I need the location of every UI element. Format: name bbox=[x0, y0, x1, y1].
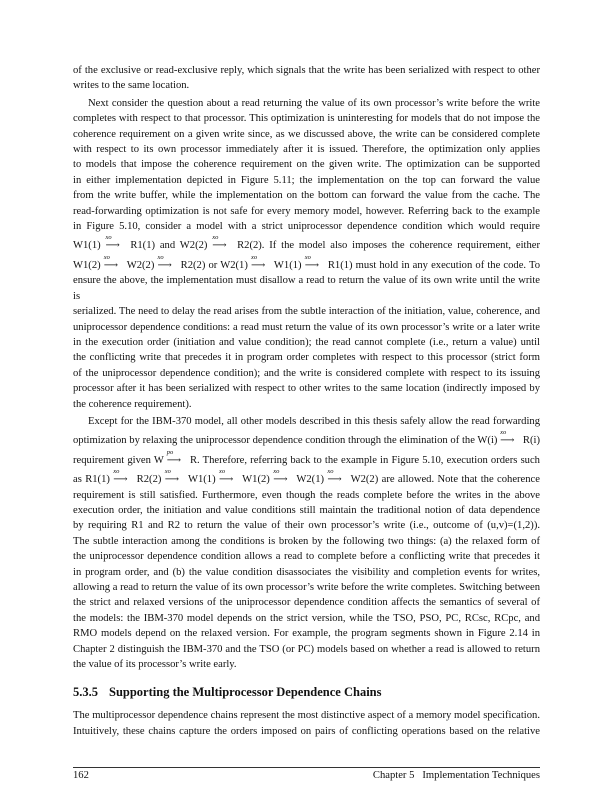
section-number: 5.3.5 bbox=[73, 685, 98, 700]
ordering-arrow-icon bbox=[273, 468, 293, 484]
text-segment: R. Therefore, referring back to the example in Figure 5.10, execution orders such bbox=[189, 454, 540, 466]
long-right-arrow-icon: ⟶ bbox=[304, 259, 320, 271]
ordering-arrow-icon bbox=[212, 234, 232, 250]
arrow-relation-label: xo bbox=[250, 253, 258, 261]
text-segment: R2(2) bbox=[136, 474, 162, 486]
text-segment: execution order, the initiation and value conditions still maintain the traditional notion of data dependence bbox=[73, 504, 540, 516]
text-segment: ensure the above, the implementation must disallow a read to return the value of its own write until the write is bbox=[73, 275, 540, 302]
text-line bbox=[73, 534, 540, 549]
text-line bbox=[73, 642, 540, 657]
long-right-arrow-icon: ⟶ bbox=[500, 435, 515, 447]
text-segment: Next consider the question about a read returning the value of its own processor’s write before the write bbox=[88, 97, 540, 109]
text-line bbox=[73, 708, 540, 723]
text-segment: read-forwarding optimization is not safe for every memory model, however. Referring back to the example bbox=[73, 205, 540, 217]
section-heading bbox=[73, 684, 540, 700]
ordering-arrow-icon bbox=[113, 468, 133, 484]
long-right-arrow-icon: ⟶ bbox=[113, 474, 128, 486]
text-line bbox=[73, 626, 540, 641]
text-line bbox=[73, 111, 540, 126]
text-line bbox=[73, 63, 540, 78]
text-segment: optimization by relaxing the uniprocessor dependence condition through the elimination of the W(i) bbox=[73, 435, 498, 447]
long-right-arrow-icon: ⟶ bbox=[212, 240, 227, 252]
text-line bbox=[73, 449, 540, 468]
text-segment: The multiprocessor dependence chains represent the most distinctive aspect of a memory model specification. bbox=[73, 710, 540, 722]
text-segment: processor after it has been serialized with respect to other writes to the same location (indirectly imposed by bbox=[73, 383, 540, 395]
ordering-arrow-icon bbox=[251, 254, 271, 270]
paragraph bbox=[73, 708, 540, 739]
text-segment: as R1(1) bbox=[73, 474, 110, 486]
text-line bbox=[73, 304, 540, 319]
text-segment: W2(2) bbox=[126, 259, 155, 271]
text-line bbox=[73, 350, 540, 365]
ordering-arrow-icon bbox=[158, 254, 178, 270]
text-line bbox=[73, 127, 540, 142]
text-segment: completes with respect to that processor. This optimization is uninteresting for models that do not impose the bbox=[73, 113, 540, 125]
text-line bbox=[73, 96, 540, 111]
chapter-title: Implementation Techniques bbox=[422, 770, 540, 782]
long-right-arrow-icon: ⟶ bbox=[166, 454, 182, 466]
text-segment: Intuitively, these chains capture the orders imposed on pairs of conflicting operations based on the relative bbox=[73, 725, 540, 737]
ordering-arrow-icon bbox=[327, 468, 347, 484]
long-right-arrow-icon: ⟶ bbox=[327, 474, 342, 486]
text-line bbox=[73, 580, 540, 595]
text-segment: in program order, and (b) the value condition disassociates the visibility and completion events for writes, bbox=[73, 566, 540, 578]
text-segment: R(i) bbox=[522, 435, 540, 447]
text-segment: the coherence requirement). bbox=[73, 398, 192, 410]
text-line bbox=[73, 188, 540, 203]
section-title: Supporting the Multiprocessor Dependence Chains bbox=[109, 685, 382, 700]
long-right-arrow-icon: ⟶ bbox=[273, 474, 288, 486]
text-segment: W1(1) bbox=[187, 474, 216, 486]
page-footer bbox=[73, 769, 540, 784]
text-line bbox=[73, 468, 540, 487]
running-footer bbox=[373, 769, 540, 783]
text-segment: uniprocessor dependence conditions: a read must return the value of its own processor’s write or a later write bbox=[73, 321, 540, 333]
arrow-relation-label: xo bbox=[212, 234, 219, 242]
text-segment: requirement is still satisfied. Furthermore, even though the reads complete before the writes in the above bbox=[73, 489, 540, 501]
text-segment: R1(1) and W2(2) bbox=[130, 240, 208, 252]
arrow-relation-label: xo bbox=[218, 468, 226, 476]
ordering-arrow-icon bbox=[167, 449, 187, 465]
page-number: 162 bbox=[73, 770, 89, 782]
text-line bbox=[73, 335, 540, 350]
arrow-relation-label: xo bbox=[327, 468, 334, 476]
text-segment: RMO models depend on the relaxed version. For example, the program segments shown in Figure 2.14 in bbox=[73, 628, 540, 640]
text-line bbox=[73, 254, 540, 273]
text-line bbox=[73, 173, 540, 188]
paragraph bbox=[73, 414, 540, 673]
body-text bbox=[73, 63, 540, 672]
text-line bbox=[73, 414, 540, 429]
text-line bbox=[73, 320, 540, 335]
long-right-arrow-icon: ⟶ bbox=[103, 259, 119, 271]
text-segment: by requiring R1 and R2 to return the value of their own processor’s write (i.e., outcome of (u,v)=(1,2)). bbox=[73, 520, 540, 532]
footer-rule bbox=[73, 767, 540, 768]
arrow-relation-label: xo bbox=[103, 253, 110, 261]
text-segment: serialized. The need to delay the read arises from the subtle interaction of the initiation, value, coherence, and bbox=[73, 306, 540, 318]
text-segment: allowing a read to return the value of its own processor’s write before the write completes. Switching between bbox=[73, 582, 540, 593]
arrow-relation-label: xo bbox=[157, 253, 164, 261]
text-segment: of the uniprocessor dependence condition); and the write is considered complete with respect to its issuing bbox=[73, 367, 540, 379]
text-line bbox=[73, 518, 540, 533]
text-line bbox=[73, 234, 540, 253]
text-segment: in Figure 5.10, consider a model with a strict uniprocessor dependence condition which would require bbox=[73, 221, 540, 233]
text-line bbox=[73, 657, 540, 672]
section-body-text bbox=[73, 708, 540, 739]
text-segment: W2(2) are allowed. Note that the coherence bbox=[350, 474, 540, 486]
text-segment: the models: the IBM-370 model depends on the strict version, while the TSO, PSO, PC, RCsc, RCpc, and bbox=[73, 612, 540, 624]
ordering-arrow-icon bbox=[165, 468, 185, 484]
text-line bbox=[73, 381, 540, 396]
text-segment: with respect to its own processor immediately after it is issued. Therefore, the optimization only applies bbox=[73, 144, 540, 156]
paragraph bbox=[73, 96, 540, 412]
arrow-relation-label: xo bbox=[304, 253, 311, 261]
long-right-arrow-icon: ⟶ bbox=[157, 259, 172, 271]
text-line bbox=[73, 142, 540, 157]
text-segment: The subtle interaction among the conditions is broken by the following two things: (a) the relaxed form of bbox=[73, 535, 540, 547]
text-line bbox=[73, 565, 540, 580]
text-line bbox=[73, 549, 540, 564]
text-segment: W1(2) bbox=[242, 474, 270, 486]
text-segment: W1(1) bbox=[273, 259, 302, 271]
ordering-arrow-icon bbox=[104, 254, 124, 270]
text-line bbox=[73, 488, 540, 503]
text-segment: R1(1) must hold in any execution of the code. To bbox=[327, 259, 540, 271]
ordering-arrow-icon bbox=[219, 468, 239, 484]
text-segment: the uniprocessor dependence condition allows a read to complete before a conflicting write that precedes it bbox=[73, 551, 540, 563]
text-line bbox=[73, 204, 540, 219]
arrow-relation-label: xo bbox=[500, 429, 507, 437]
text-segment: R2(2) or W2(1) bbox=[180, 259, 248, 271]
text-segment: Chapter 2 distinguish the IBM-370 and the TSO (or PC) models based on whether a read is allowed to return bbox=[73, 643, 540, 655]
text-segment: the strict and relaxed versions of the uniprocessor dependence condition affects the semantics of several of bbox=[73, 597, 540, 609]
long-right-arrow-icon: ⟶ bbox=[105, 240, 120, 252]
text-line bbox=[73, 724, 540, 739]
text-line bbox=[73, 611, 540, 626]
arrow-relation-label: xo bbox=[105, 234, 112, 242]
text-line bbox=[73, 366, 540, 381]
text-segment: from the write buffer, while the implementation on the bottom can forward the value from the cache. The bbox=[73, 190, 540, 202]
text-line bbox=[73, 397, 540, 412]
ordering-arrow-icon bbox=[305, 254, 325, 270]
text-segment: to models that impose the coherence requirement on the given write. The optimization can be supported bbox=[73, 159, 540, 171]
arrow-relation-label: po bbox=[166, 448, 174, 456]
text-segment: of the exclusive or read-exclusive reply, which signals that the write has been serialized with respect to other bbox=[73, 65, 540, 76]
text-segment: in either implementation depicted in Figure 5.11; the implementation on the top can forward the value bbox=[73, 174, 540, 186]
text-segment: the conflicting write that precedes it in program order completes with respect to this processor (strict form bbox=[73, 352, 540, 364]
text-segment: W1(2) bbox=[73, 259, 101, 271]
ordering-arrow-icon bbox=[500, 429, 520, 445]
text-line bbox=[73, 219, 540, 234]
text-segment: Except for the IBM-370 model, all other models described in this thesis safely allow the read forwarding bbox=[88, 415, 540, 427]
text-segment: requirement given W bbox=[73, 454, 164, 466]
long-right-arrow-icon: ⟶ bbox=[164, 474, 180, 486]
ordering-arrow-icon bbox=[105, 234, 125, 250]
text-segment: W1(1) bbox=[73, 240, 101, 252]
text-line bbox=[73, 503, 540, 518]
text-line bbox=[73, 78, 540, 93]
paragraph bbox=[73, 63, 540, 94]
arrow-relation-label: xo bbox=[273, 468, 280, 476]
long-right-arrow-icon: ⟶ bbox=[218, 474, 234, 486]
text-line bbox=[73, 595, 540, 610]
arrow-relation-label: xo bbox=[164, 468, 171, 476]
text-line bbox=[73, 273, 540, 304]
text-segment: the value of its processor’s write early. bbox=[73, 659, 237, 671]
text-line bbox=[73, 429, 540, 448]
text-segment: coherence requirement on a given write since, as we discussed above, the write can be considered complete bbox=[73, 128, 540, 140]
text-line bbox=[73, 157, 540, 172]
chapter-label: Chapter 5 bbox=[372, 770, 415, 782]
text-segment: in the execution order (initiation and value condition); the read cannot complete (i.e., return a value) until bbox=[73, 336, 540, 348]
text-segment: W2(1) bbox=[296, 474, 325, 486]
text-segment: writes to the same location. bbox=[73, 80, 190, 92]
arrow-relation-label: xo bbox=[113, 468, 120, 476]
long-right-arrow-icon: ⟶ bbox=[250, 259, 266, 271]
text-segment: R2(2). If the model also imposes the coherence requirement, either bbox=[237, 240, 540, 252]
